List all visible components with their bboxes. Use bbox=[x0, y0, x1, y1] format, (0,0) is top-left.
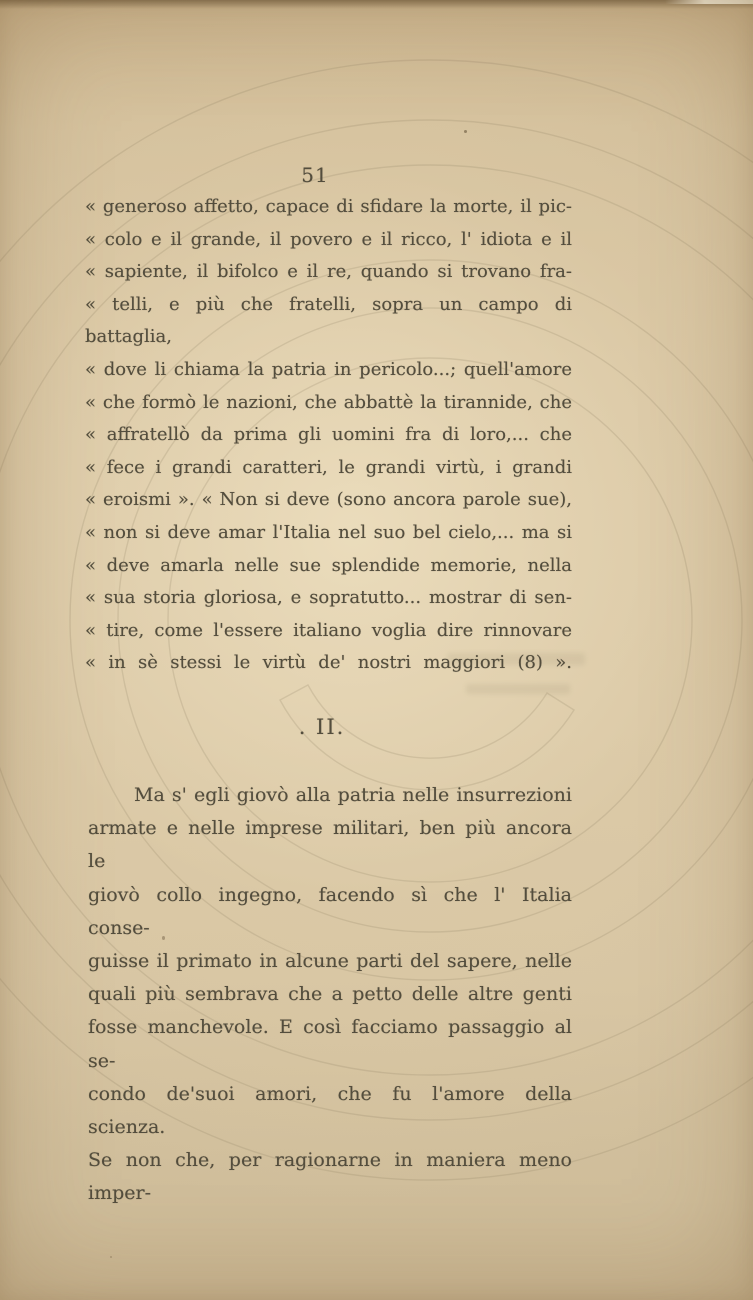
paragraph-line: guisse il primato in alcune parti del sapere, nelle bbox=[88, 950, 572, 973]
paragraph-line: Se non che, per ragionarne in maniera meno imper- bbox=[88, 1149, 572, 1205]
quote-line: « affratellò da prima gli uomini fra di loro,... che bbox=[85, 424, 572, 446]
quote-line: « generoso affetto, capace di sfidare la morte, il pic- bbox=[85, 196, 572, 217]
quote-line: « sapiente, il bifolco e il re, quando si trovano fra- bbox=[85, 261, 572, 283]
paper-speck bbox=[464, 130, 467, 133]
paragraph-line: condo de'suoi amori, che fu l'amore della scienza. bbox=[88, 1082, 572, 1139]
quote-line: « che formò le nazioni, che abbattè la tirannide, che bbox=[85, 391, 572, 413]
quote-line: « in sè stessi le virtù de' nostri maggiori (8) ». bbox=[85, 652, 572, 674]
paragraph-line: Ma s' egli giovò alla patria nelle insurrezioni bbox=[134, 784, 572, 806]
paper-speck bbox=[110, 1256, 112, 1258]
body-paragraph bbox=[88, 779, 572, 1211]
ink-showthrough-smudge bbox=[466, 684, 570, 694]
scan-edge-highlight bbox=[665, 0, 753, 4]
paragraph-line: quali più sembrava che a petto delle altre genti bbox=[88, 983, 572, 1006]
quote-line: « sua storia gloriosa, e sopratutto... mostrar di sen- bbox=[85, 587, 572, 609]
section-heading: . II. bbox=[298, 715, 346, 739]
quoted-passage bbox=[85, 191, 572, 680]
paragraph-line: giovò collo ingegno, facendo sì che l' Italia conse- bbox=[88, 883, 572, 939]
quote-line: « telli, e più che fratelli, sopra un campo di battaglia, bbox=[85, 293, 572, 348]
quote-line: « eroismi ». « Non si deve (sono ancora parole sue), bbox=[85, 489, 572, 511]
quote-line: « dove li chiama la patria in pericolo...; quell'amore bbox=[85, 358, 572, 380]
page-number: 51 bbox=[301, 163, 329, 187]
quote-line: « tire, come l'essere italiano voglia dire rinnovare bbox=[85, 619, 572, 641]
paragraph-line: armate e nelle imprese militari, ben più ancora le bbox=[88, 817, 572, 873]
page-top-shadow-edge bbox=[0, 0, 753, 9]
quote-line: « colo e il grande, il povero e il ricco, l' idiota e il bbox=[85, 228, 572, 250]
quote-line: « deve amarla nelle sue splendide memorie, nella bbox=[85, 554, 572, 576]
paragraph-line: fosse manchevole. E così facciamo passaggio al se- bbox=[88, 1016, 572, 1072]
quote-line: « fece i grandi caratteri, le grandi virtù, i grandi bbox=[85, 456, 572, 478]
quote-line: « non si deve amar l'Italia nel suo bel cielo,... ma si bbox=[85, 521, 572, 543]
